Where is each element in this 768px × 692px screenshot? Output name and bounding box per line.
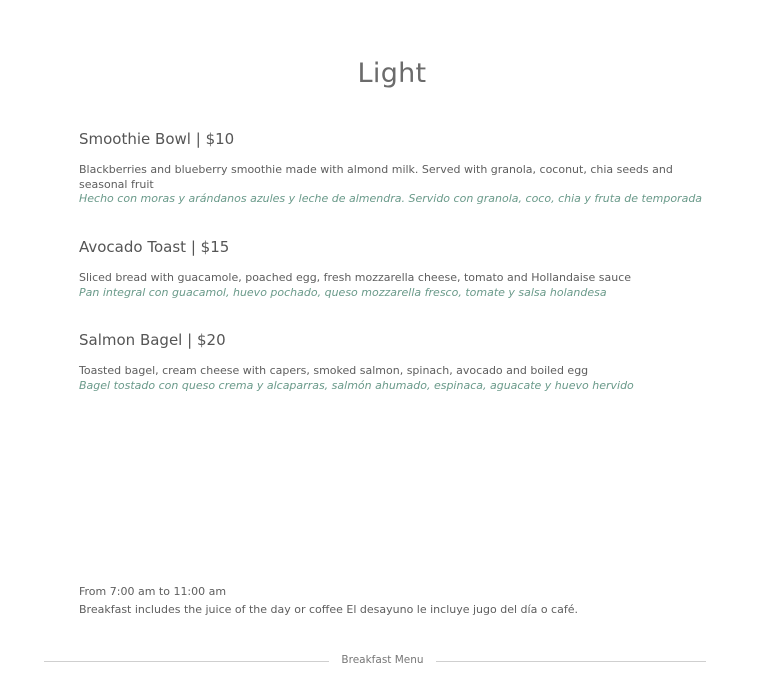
footer-rule-left (44, 661, 329, 662)
footer-rule-right (436, 661, 706, 662)
item-description: Toasted bagel, cream cheese with capers, smoked salmon, spinach, avocado and boiled egg (79, 364, 589, 377)
item-separator: | (187, 331, 193, 349)
item-price: $20 (196, 331, 226, 349)
page-title: Light (357, 58, 427, 89)
menu-item-salmon-bagel (79, 329, 719, 393)
item-price: $15 (200, 238, 230, 256)
item-description-spanish: Bagel tostado con queso crema y alcaparras, salmón ahumado, espinaca, aguacate y huevo hervido (79, 378, 634, 392)
item-description-spanish: Pan integral con guacamol, huevo pochado, queso mozzarella fresco, tomate y salsa holandesa (79, 285, 607, 299)
item-description: Blackberries and blueberry smoothie made with almond milk. Served with granola, coconut, chia seeds and seasonal fruit (79, 163, 673, 191)
service-hours: From 7:00 am to 11:00 am (79, 585, 227, 598)
menu-item-smoothie-bowl (79, 128, 719, 207)
footer-menu-label: Breakfast Menu (341, 654, 424, 666)
item-name: Salmon Bagel (79, 331, 183, 349)
item-name: Smoothie Bowl (79, 130, 191, 148)
menu-item-avocado-toast (79, 236, 719, 300)
footer-notes (79, 584, 719, 618)
item-heading (79, 128, 719, 150)
item-name: Avocado Toast (79, 238, 187, 256)
item-separator: | (195, 130, 201, 148)
item-heading (79, 329, 719, 351)
item-price: $10 (205, 130, 235, 148)
breakfast-includes-note: Breakfast includes the juice of the day or coffee El desayuno le incluye jugo del día o café. (79, 603, 578, 616)
item-separator: | (190, 238, 196, 256)
item-description-spanish: Hecho con moras y arándanos azules y leche de almendra. Servido con granola, coco, chia y fruta de temporada (79, 192, 703, 205)
item-description: Sliced bread with guacamole, poached egg, fresh mozzarella cheese, tomato and Hollandaise sauce (79, 271, 632, 284)
item-heading (79, 236, 719, 258)
